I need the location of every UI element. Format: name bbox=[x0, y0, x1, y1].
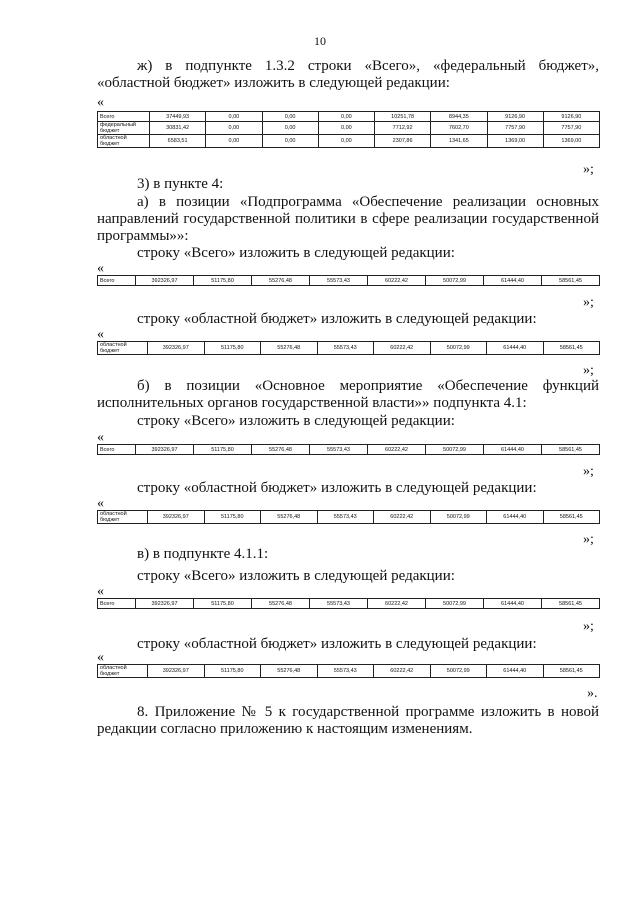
table-cell: 58561,45 bbox=[542, 599, 600, 609]
row-vsego-instruction: строку «Всего» изложить в следующей редакции: bbox=[137, 413, 455, 429]
table-row bbox=[98, 342, 600, 355]
open-quote: « bbox=[97, 327, 104, 342]
vsego-row-table bbox=[97, 444, 600, 455]
table-cell: 51175,80 bbox=[204, 342, 261, 355]
table-cell: 7712,92 bbox=[375, 122, 431, 135]
open-quote: « bbox=[97, 430, 104, 445]
table-cell: 392326,97 bbox=[148, 511, 205, 524]
table-cell: 55276,48 bbox=[252, 276, 310, 286]
open-quote: « bbox=[97, 261, 104, 276]
vsego-row-table bbox=[97, 598, 600, 609]
close-quote: ». bbox=[587, 686, 598, 701]
item-3b: б) в позиции «Основное мероприятие «Обеспечение функций исполнительных органов государственной власти»» подпункта 4.1: bbox=[97, 378, 599, 411]
table-cell: 55573,43 bbox=[317, 665, 374, 678]
table-cell: 7757,90 bbox=[487, 122, 543, 135]
table-cell: 50072,99 bbox=[430, 665, 487, 678]
table-row bbox=[98, 276, 600, 286]
table-row bbox=[98, 122, 600, 135]
table-row bbox=[98, 445, 600, 455]
table-cell: 0,00 bbox=[206, 112, 262, 122]
table-cell: 0,00 bbox=[262, 122, 318, 135]
table-cell: 1341,65 bbox=[431, 135, 487, 148]
row-label: Всего bbox=[98, 599, 136, 609]
table-cell: 58561,45 bbox=[543, 342, 600, 355]
table-cell: 1369,00 bbox=[543, 135, 599, 148]
close-quote: »; bbox=[583, 363, 594, 378]
table-row bbox=[98, 112, 600, 122]
table-cell: 55276,48 bbox=[252, 445, 310, 455]
table-cell: 0,00 bbox=[206, 135, 262, 148]
table-cell: 55573,43 bbox=[317, 342, 374, 355]
row-label: областной бюджет bbox=[98, 135, 150, 148]
obl-row-table bbox=[97, 664, 600, 678]
table-cell: 55276,48 bbox=[252, 599, 310, 609]
obl-row-table bbox=[97, 510, 600, 524]
row-vsego-instruction: строку «Всего» изложить в следующей редакции: bbox=[137, 245, 455, 261]
close-quote: »; bbox=[583, 464, 594, 479]
row-label: областной бюджет bbox=[98, 342, 148, 355]
table-cell: 55276,48 bbox=[261, 511, 318, 524]
table-cell: 0,00 bbox=[206, 122, 262, 135]
table-cell: 50072,99 bbox=[426, 445, 484, 455]
close-quote: »; bbox=[583, 295, 594, 310]
table-cell: 30831,42 bbox=[150, 122, 206, 135]
table-cell: 60222,42 bbox=[374, 511, 431, 524]
table-cell: 0,00 bbox=[262, 135, 318, 148]
table-cell: 58561,45 bbox=[543, 511, 600, 524]
table-cell: 51175,80 bbox=[194, 599, 252, 609]
table-cell: 51175,80 bbox=[194, 276, 252, 286]
table-cell: 0,00 bbox=[318, 135, 374, 148]
table-cell: 7757,90 bbox=[543, 122, 599, 135]
table-cell: 55276,48 bbox=[261, 665, 318, 678]
table-cell: 61444,40 bbox=[484, 445, 542, 455]
table-cell: 392326,97 bbox=[136, 445, 194, 455]
table-cell: 51175,80 bbox=[194, 445, 252, 455]
close-quote: »; bbox=[583, 162, 594, 177]
table-cell: 60222,42 bbox=[368, 276, 426, 286]
table-cell: 58561,45 bbox=[543, 665, 600, 678]
table-cell: 61444,40 bbox=[484, 276, 542, 286]
table-row bbox=[98, 665, 600, 678]
table-cell: 8944,35 bbox=[431, 112, 487, 122]
table-cell: 55573,43 bbox=[317, 511, 374, 524]
table-cell: 55573,43 bbox=[310, 445, 368, 455]
row-label: Всего bbox=[98, 276, 136, 286]
open-quote: « bbox=[97, 584, 104, 599]
page-number: 10 bbox=[314, 34, 326, 48]
table-cell: 37449,93 bbox=[150, 112, 206, 122]
vsego-row-table bbox=[97, 275, 600, 286]
close-quote: »; bbox=[583, 619, 594, 634]
table-cell: 9126,90 bbox=[487, 112, 543, 122]
table-cell: 60222,42 bbox=[368, 599, 426, 609]
obl-row-table bbox=[97, 341, 600, 355]
table-row bbox=[98, 135, 600, 148]
table-cell: 55276,48 bbox=[261, 342, 318, 355]
table-cell: 0,00 bbox=[318, 112, 374, 122]
table-cell: 60222,42 bbox=[368, 445, 426, 455]
table-row bbox=[98, 511, 600, 524]
table-cell: 60222,42 bbox=[374, 665, 431, 678]
item-8: 8. Приложение № 5 к государственной программе изложить в новой редакции согласно приложению к настоящим изменениям. bbox=[97, 704, 599, 737]
table-cell: 1369,00 bbox=[487, 135, 543, 148]
row-label: Всего bbox=[98, 445, 136, 455]
table-cell: 51175,80 bbox=[204, 511, 261, 524]
table-cell: 2307,86 bbox=[375, 135, 431, 148]
row-vsego-instruction: строку «Всего» изложить в следующей редакции: bbox=[137, 568, 455, 584]
table-cell: 9126,90 bbox=[543, 112, 599, 122]
table-cell: 60222,42 bbox=[374, 342, 431, 355]
table-cell: 61444,40 bbox=[484, 599, 542, 609]
table-cell: 50072,99 bbox=[426, 599, 484, 609]
table-cell: 7602,70 bbox=[431, 122, 487, 135]
row-obl-instruction: строку «областной бюджет» изложить в следующей редакции: bbox=[137, 480, 537, 496]
table-cell: 61444,40 bbox=[487, 665, 544, 678]
close-quote: »; bbox=[583, 532, 594, 547]
table-row bbox=[98, 599, 600, 609]
table-cell: 392326,97 bbox=[148, 665, 205, 678]
table-cell: 61444,40 bbox=[487, 342, 544, 355]
table-cell: 50072,99 bbox=[426, 276, 484, 286]
table-cell: 392326,97 bbox=[148, 342, 205, 355]
table-cell: 50072,99 bbox=[430, 342, 487, 355]
open-quote: « bbox=[97, 650, 104, 665]
paragraph-zh: ж) в подпункте 1.3.2 строки «Всего», «федеральный бюджет», «областной бюджет» изложить в следующей редакции: bbox=[97, 58, 599, 91]
open-quote: « bbox=[97, 496, 104, 511]
budget-table-1 bbox=[97, 111, 600, 148]
table-cell: 55573,43 bbox=[310, 599, 368, 609]
item-3: 3) в пункте 4: bbox=[137, 176, 224, 192]
table-cell: 51175,80 bbox=[204, 665, 261, 678]
row-label: Всего bbox=[98, 112, 150, 122]
row-label: областной бюджет bbox=[98, 665, 148, 678]
row-label: федеральный бюджет bbox=[98, 122, 150, 135]
table-cell: 392326,97 bbox=[136, 599, 194, 609]
table-cell: 50072,99 bbox=[430, 511, 487, 524]
table-cell: 6583,51 bbox=[150, 135, 206, 148]
table-cell: 392326,97 bbox=[136, 276, 194, 286]
row-obl-instruction: строку «областной бюджет» изложить в следующей редакции: bbox=[137, 636, 537, 652]
table-cell: 10251,78 bbox=[375, 112, 431, 122]
table-cell: 58561,45 bbox=[542, 276, 600, 286]
row-obl-instruction: строку «областной бюджет» изложить в следующей редакции: bbox=[137, 311, 537, 327]
table-cell: 55573,43 bbox=[310, 276, 368, 286]
open-quote: « bbox=[97, 95, 104, 110]
table-cell: 0,00 bbox=[262, 112, 318, 122]
table-cell: 0,00 bbox=[318, 122, 374, 135]
row-label: областной бюджет bbox=[98, 511, 148, 524]
table-cell: 61444,40 bbox=[487, 511, 544, 524]
item-3v: в) в подпункте 4.1.1: bbox=[137, 546, 269, 562]
table-cell: 58561,45 bbox=[542, 445, 600, 455]
item-3a: а) в позиции «Подпрограмма «Обеспечение реализации основных направлений государственной политики в сфере реализации государственной программы»»: bbox=[97, 194, 599, 244]
